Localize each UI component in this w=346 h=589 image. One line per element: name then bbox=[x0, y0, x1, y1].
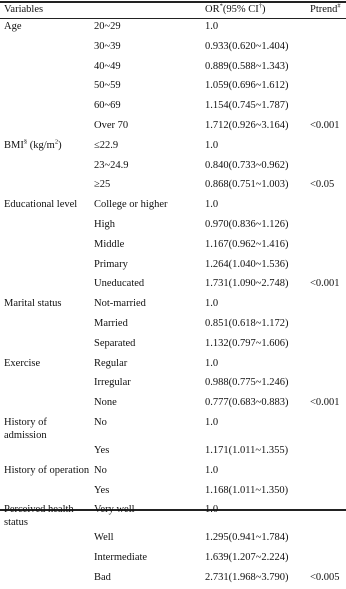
ptrend-cell bbox=[310, 38, 346, 58]
variable-cell: History of operation bbox=[4, 464, 90, 476]
category-cell: Married bbox=[94, 317, 128, 329]
category-cell: Over 70 bbox=[94, 119, 129, 131]
table-row bbox=[0, 256, 346, 276]
variable-cell bbox=[0, 77, 90, 97]
ptrend-cell bbox=[310, 295, 346, 315]
or-ci-cell: 1.132(0.797~1.606) bbox=[205, 337, 289, 349]
category-cell: 40~49 bbox=[94, 60, 121, 72]
variable-cell bbox=[0, 157, 90, 177]
category-cell: Irregular bbox=[94, 377, 131, 389]
table-row bbox=[0, 335, 346, 355]
table-row bbox=[0, 442, 346, 462]
table-body bbox=[0, 18, 346, 589]
bmi-label: BMI bbox=[4, 139, 24, 151]
variable-cell bbox=[0, 442, 90, 462]
category-cell: No bbox=[94, 464, 107, 476]
table-row bbox=[0, 58, 346, 78]
variable-cell bbox=[0, 117, 90, 137]
bmi-sup: § bbox=[23, 138, 28, 146]
ptrend-cell bbox=[310, 549, 346, 569]
table-row bbox=[0, 295, 346, 315]
category-cell: No bbox=[94, 416, 107, 428]
category-cell: Not-married bbox=[94, 298, 146, 310]
ptrend-cell: <0.001 bbox=[310, 278, 340, 290]
header-or-sup: * bbox=[219, 2, 223, 10]
or-ci-cell: 1.171(1.011~1.355) bbox=[205, 444, 289, 456]
variable-cell bbox=[0, 275, 90, 295]
or-ci-cell: 1.0 bbox=[205, 464, 219, 476]
bmi-unit-close: ) bbox=[58, 139, 62, 151]
category-cell: None bbox=[94, 397, 117, 409]
table-row bbox=[0, 275, 346, 295]
category-cell: College or higher bbox=[94, 199, 168, 211]
table-row bbox=[0, 374, 346, 394]
ptrend-cell bbox=[310, 315, 346, 335]
category-cell: ≤22.9 bbox=[94, 139, 119, 151]
bmi-unit: (kg/m bbox=[27, 139, 55, 151]
variable-cell bbox=[0, 315, 90, 335]
variable-cell bbox=[0, 529, 90, 549]
table-header-row bbox=[0, 2, 346, 18]
ptrend-cell bbox=[310, 216, 346, 236]
table-row bbox=[0, 216, 346, 236]
category-cell: Yes bbox=[94, 484, 110, 496]
variable-cell bbox=[0, 335, 90, 355]
header-ci-label: (95% CI bbox=[222, 4, 259, 15]
or-ci-cell: 1.0 bbox=[205, 416, 219, 428]
variable-cell bbox=[0, 394, 90, 414]
or-ci-cell: 0.840(0.733~0.962) bbox=[205, 159, 289, 171]
or-ci-cell: 1.154(0.745~1.787) bbox=[205, 100, 289, 112]
variable-cell bbox=[0, 374, 90, 394]
variable-cell: History of admission bbox=[4, 416, 47, 441]
category-cell: Well bbox=[94, 532, 114, 544]
ptrend-cell: <0.05 bbox=[310, 179, 335, 191]
category-cell: Intermediate bbox=[94, 552, 148, 564]
ptrend-cell bbox=[310, 18, 346, 38]
ptrend-cell bbox=[310, 77, 346, 97]
or-ci-cell: 1.0 bbox=[205, 199, 219, 211]
category-cell: Separated bbox=[94, 337, 136, 349]
category-cell: 20~29 bbox=[94, 21, 121, 32]
header-ptrend bbox=[310, 2, 346, 18]
or-ci-cell: 0.933(0.620~1.404) bbox=[205, 40, 289, 52]
variable-cell: Perceived health status bbox=[4, 504, 74, 529]
variable-cell bbox=[0, 569, 90, 589]
table-row bbox=[0, 482, 346, 502]
variable-cell bbox=[0, 216, 90, 236]
variable-cell bbox=[0, 58, 90, 78]
table-row bbox=[0, 176, 346, 196]
category-cell: Regular bbox=[94, 357, 128, 369]
or-ci-cell: 1.167(0.962~1.416) bbox=[205, 238, 289, 250]
ptrend-cell bbox=[310, 335, 346, 355]
or-ci-cell: 2.731(1.968~3.790) bbox=[205, 571, 289, 583]
category-cell: 23~24.9 bbox=[94, 159, 129, 171]
variable-cell bbox=[0, 97, 90, 117]
table-row bbox=[0, 137, 346, 157]
category-cell: 30~39 bbox=[94, 40, 121, 52]
or-ci-cell: 1.264(1.040~1.536) bbox=[205, 258, 289, 270]
header-or-label: OR bbox=[205, 4, 220, 15]
variable-cell bbox=[0, 256, 90, 276]
table-row bbox=[0, 38, 346, 58]
or-ci-cell: 0.988(0.775~1.246) bbox=[205, 377, 289, 389]
ptrend-cell bbox=[310, 482, 346, 502]
variable-cell bbox=[0, 549, 90, 569]
or-ci-cell: 0.777(0.683~0.883) bbox=[205, 397, 289, 409]
header-or-ci bbox=[201, 2, 310, 18]
or-ci-cell: 1.639(1.207~2.224) bbox=[205, 552, 289, 564]
table-row bbox=[0, 394, 346, 414]
ptrend-cell: <0.005 bbox=[310, 571, 340, 583]
variable-cell: Exercise bbox=[4, 357, 41, 369]
header-ci-sup: † bbox=[258, 2, 262, 10]
header-ci-close: ) bbox=[261, 4, 266, 15]
ptrend-cell bbox=[310, 137, 346, 157]
category-cell: Very well bbox=[94, 504, 135, 516]
or-ci-cell: 1.0 bbox=[205, 21, 219, 32]
category-cell: 50~59 bbox=[94, 80, 121, 92]
table-row bbox=[0, 97, 346, 117]
bmi-unit-sup: 2 bbox=[54, 138, 59, 146]
ptrend-cell bbox=[310, 196, 346, 216]
ptrend-cell bbox=[310, 462, 346, 482]
table-row bbox=[0, 315, 346, 335]
table-row bbox=[0, 501, 346, 529]
or-ci-cell: 0.970(0.836~1.126) bbox=[205, 218, 289, 230]
ptrend-cell bbox=[310, 414, 346, 442]
or-ci-cell: 1.0 bbox=[205, 504, 219, 516]
category-cell: 60~69 bbox=[94, 100, 121, 112]
or-ci-cell: 1.0 bbox=[205, 357, 219, 369]
ptrend-cell bbox=[310, 501, 346, 529]
variable-cell bbox=[0, 137, 90, 157]
category-cell: Bad bbox=[94, 571, 111, 583]
category-cell: Yes bbox=[94, 444, 110, 456]
table-row bbox=[0, 355, 346, 375]
variable-cell: Educational level bbox=[4, 199, 78, 211]
or-ci-cell: 1.168(1.011~1.350) bbox=[205, 484, 289, 496]
category-cell: Middle bbox=[94, 238, 125, 250]
header-category bbox=[90, 2, 201, 18]
ptrend-cell: <0.001 bbox=[310, 397, 340, 409]
variable-cell bbox=[0, 176, 90, 196]
table-row bbox=[0, 196, 346, 216]
ptrend-cell bbox=[310, 58, 346, 78]
table-row bbox=[0, 157, 346, 177]
ptrend-cell bbox=[310, 355, 346, 375]
table-row bbox=[0, 462, 346, 482]
table-row bbox=[0, 18, 346, 38]
table-row bbox=[0, 117, 346, 137]
ptrend-cell bbox=[310, 236, 346, 256]
table-row bbox=[0, 549, 346, 569]
header-variables: Variables bbox=[4, 4, 44, 15]
table-row bbox=[0, 529, 346, 549]
variable-cell: Marital status bbox=[4, 298, 62, 310]
header-ptrend-sup: # bbox=[337, 2, 341, 10]
or-ci-cell: 1.059(0.696~1.612) bbox=[205, 80, 289, 92]
ptrend-cell bbox=[310, 529, 346, 549]
ptrend-cell: <0.001 bbox=[310, 119, 340, 131]
category-cell: High bbox=[94, 218, 115, 230]
table-row bbox=[0, 77, 346, 97]
ptrend-cell bbox=[310, 97, 346, 117]
ptrend-cell bbox=[310, 256, 346, 276]
variable-cell: Age bbox=[4, 21, 22, 32]
or-ci-cell: 0.851(0.618~1.172) bbox=[205, 317, 289, 329]
variable-cell bbox=[0, 236, 90, 256]
category-cell: ≥25 bbox=[94, 179, 111, 191]
odds-ratio-table bbox=[0, 2, 346, 589]
or-ci-cell: 1.731(1.090~2.748) bbox=[205, 278, 289, 290]
category-cell: Primary bbox=[94, 258, 128, 270]
or-ci-cell: 1.295(0.941~1.784) bbox=[205, 532, 289, 544]
ptrend-cell bbox=[310, 157, 346, 177]
variable-cell bbox=[0, 482, 90, 502]
variable-cell bbox=[0, 38, 90, 58]
or-ci-cell: 0.868(0.751~1.003) bbox=[205, 179, 289, 191]
ptrend-cell bbox=[310, 374, 346, 394]
header-ptrend-label: Ptrend bbox=[310, 4, 338, 15]
table-row bbox=[0, 236, 346, 256]
or-ci-cell: 1.712(0.926~3.164) bbox=[205, 119, 289, 131]
category-cell: Uneducated bbox=[94, 278, 145, 290]
table-row bbox=[0, 414, 346, 442]
ptrend-cell bbox=[310, 442, 346, 462]
or-ci-cell: 1.0 bbox=[205, 139, 219, 151]
or-ci-cell: 1.0 bbox=[205, 298, 219, 310]
table-row bbox=[0, 569, 346, 589]
or-ci-cell: 0.889(0.588~1.343) bbox=[205, 60, 289, 72]
